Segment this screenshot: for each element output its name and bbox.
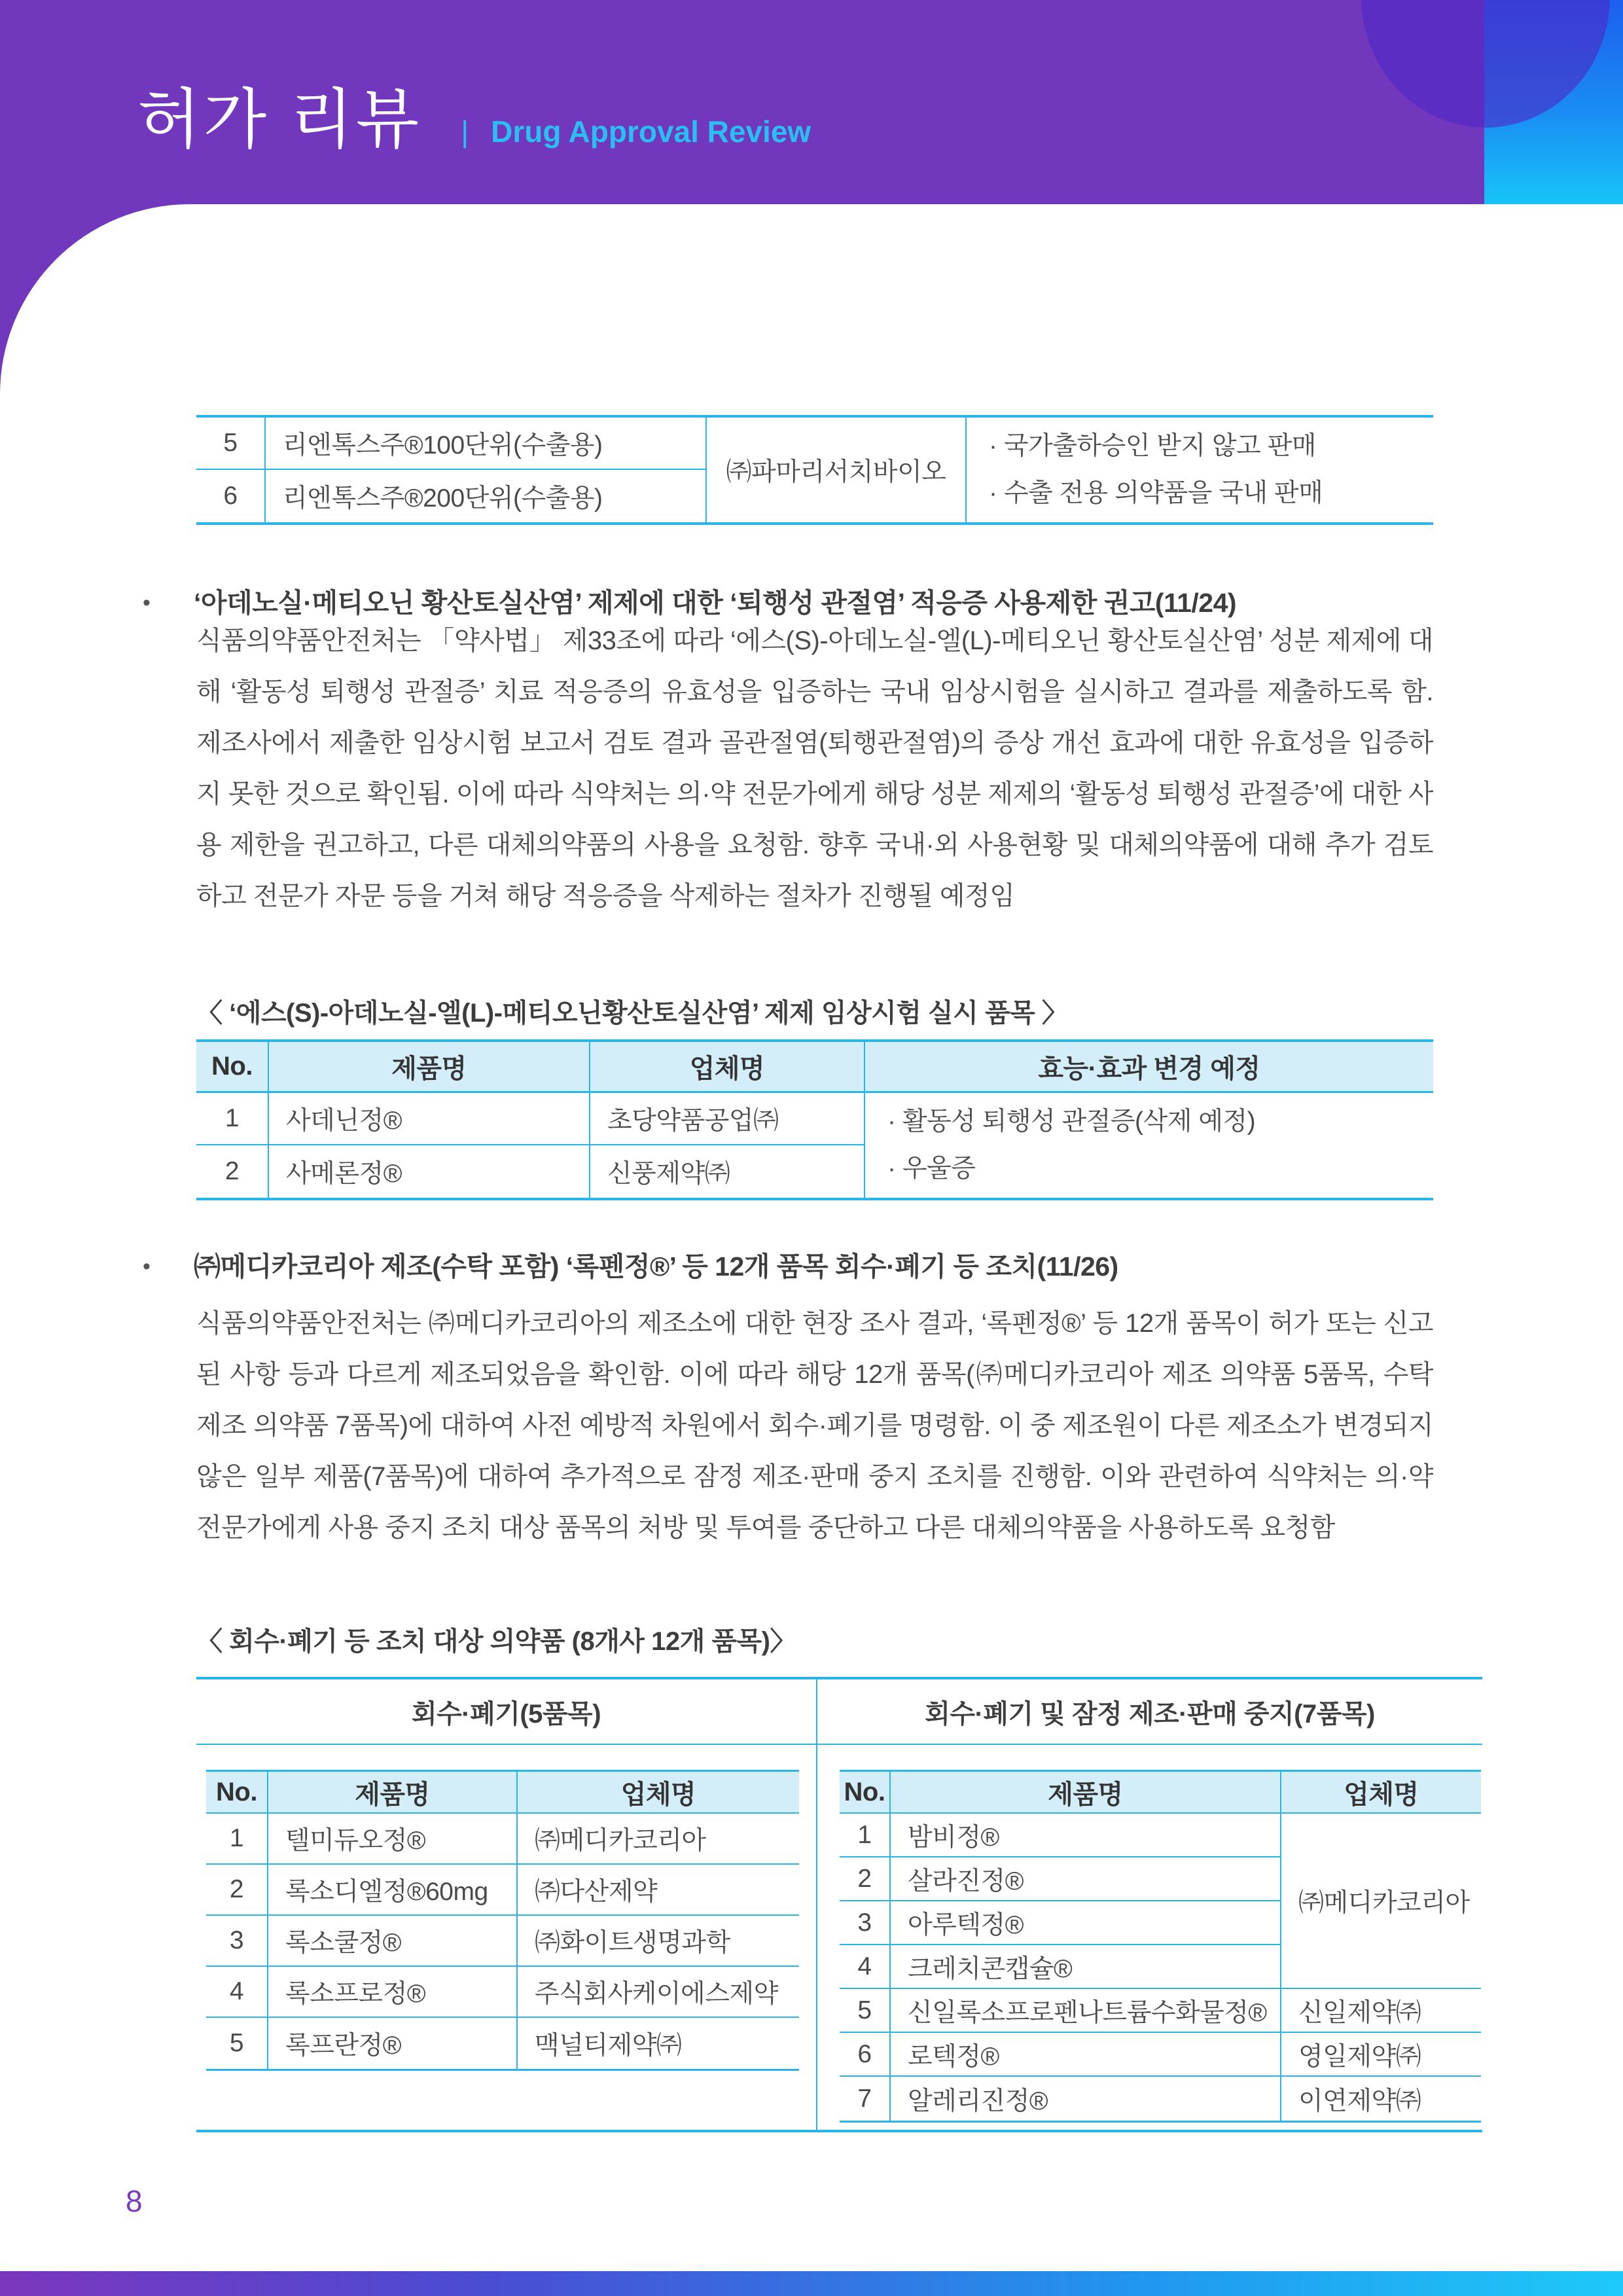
recall-table-divider	[816, 1679, 817, 2130]
page-subtitle: Drug Approval Review	[491, 115, 812, 149]
cell-no: 2	[840, 1857, 891, 1901]
cell-company: 이연제약㈜	[1298, 2087, 1421, 2115]
cell-product: 사메론정®	[269, 1145, 590, 1198]
page-number: 8	[126, 2184, 143, 2218]
column-header-no: No.	[196, 1042, 269, 1093]
cell-company: 영일제약㈜	[1281, 2033, 1481, 2077]
column-header-product: 제품명	[891, 1772, 1281, 1814]
cell-product: 아루텍정®	[891, 1901, 1281, 1945]
cell-effects-merged	[865, 1093, 1433, 1198]
cell-no: 6	[840, 2033, 891, 2077]
column-header-product: 제품명	[268, 1772, 518, 1814]
cell-product: 록프란정®	[268, 2018, 518, 2069]
column-header-product: 제품명	[269, 1042, 590, 1093]
cell-company: 맥널티제약㈜	[535, 2032, 682, 2060]
cell-no: 1	[206, 1814, 268, 1865]
cell-company: 신일제약㈜	[1281, 1989, 1481, 2033]
header-corner-curve	[0, 204, 190, 394]
recall-right-table	[840, 1770, 1481, 2123]
cell-product: 알레리진정®	[891, 2077, 1281, 2121]
column-header-effect: 효능·효과 변경 예정	[865, 1042, 1433, 1093]
recall-left-table	[206, 1770, 799, 2071]
column-header-company: 업체명	[518, 1772, 799, 1814]
cell-company: 신풍제약㈜	[590, 1145, 865, 1198]
cell-product: 텔미듀오정®	[268, 1814, 518, 1865]
section2-heading: ㈜메디카코리아 제조(수탁 포함) ‘록펜정®’ 등 12개 품목 회수·폐기 등 조치(11/26)	[194, 1251, 1118, 1282]
section2-heading-row	[143, 1248, 1452, 1285]
recall-table-subheader-line	[196, 1744, 1482, 1745]
title-divider: |	[461, 115, 469, 149]
cell-product: 사데닌정®	[269, 1093, 590, 1145]
recall-left-title: 회수·폐기(5품목)	[411, 1699, 601, 1729]
cell-company: 초당약품공업㈜	[590, 1093, 865, 1145]
section1-heading: ‘아데노실·메티오닌 황산토실산염’ 제제에 대한 ‘퇴행성 관절염’ 적응증 사용제한 권고(11/24)	[194, 588, 1237, 618]
note-line: · 수출 전용 의약품을 국내 판매	[989, 479, 1323, 507]
column-header-no: No.	[840, 1772, 891, 1814]
cell-product: 밤비정®	[891, 1814, 1281, 1857]
column-header-no: No.	[206, 1772, 268, 1814]
section1-paragraph: 식품의약품안전처는 「약사법」 제33조에 따라 ‘에스(S)-아데노실-엘(L)-메티오닌 황산토실산염’ 성분 제제에 대해 ‘활동성 퇴행성 관절증’ 치료 적응증의 유효성을 입증하는 국내 임상시험을 실시하고 결과를 제출하도록 함. 제조사에서 제출한 임상시험 보고서 검토 결과 골관절염(퇴행관절염)의 증상 개선 효과에 대한 유효성을 입증하지 못한 것으로 확인됨. 이에 따라 식약처는 의·약 전문가에게 해당 성분 제제의 ‘활동성 퇴행성 관절증’에 대한 사용 제한을 권고하고, 다른 대체의약품의 사용을 요청함. 향후 국내·외 사용현황 및 대체의약품에 대해 추가 검토하고 전문가 자문 등을 거쳐 해당 적응증을 삭제하는 절차가 진행될 예정임	[196, 626, 1433, 910]
cell-product: 록소디엘정®60mg	[268, 1865, 518, 1916]
cell-no: 5	[196, 418, 266, 470]
recall-table	[196, 1677, 1482, 2132]
effect-line: · 우울증	[887, 1155, 976, 1183]
cell-no: 1	[196, 1093, 269, 1145]
cell-company-merged: ㈜파마리서치바이오	[707, 418, 967, 522]
column-header-company: 업체명	[1281, 1772, 1481, 1814]
section1-table-caption: 〈 ‘에스(S)-아데노실-엘(L)-메티오닌황산토실산염’ 제제 임상시험 실시 품목 〉	[196, 999, 1068, 1028]
recall-right-title: 회수·폐기 및 잠정 제조·판매 중지(7품목)	[925, 1699, 1375, 1729]
cell-product: 살라진정®	[891, 1857, 1281, 1901]
bullet-icon: •	[143, 590, 151, 615]
header-banner	[0, 0, 1623, 204]
carryover-table	[196, 415, 1433, 525]
cell-product: 리엔톡스주®200단위(수출용)	[266, 470, 707, 522]
note-line: · 국가출하승인 받지 않고 판매	[989, 432, 1316, 460]
cell-product: 록소쿨정®	[268, 1916, 518, 1967]
cell-no: 1	[840, 1814, 891, 1857]
cell-no: 4	[840, 1945, 891, 1989]
clinical-trial-table	[196, 1039, 1433, 1200]
cell-product: 신일록소프로펜나트륨수화물정®	[891, 1989, 1281, 2033]
cell-no: 7	[840, 2077, 891, 2121]
cell-no: 2	[196, 1145, 269, 1198]
section2-table-caption: 〈 회수·폐기 등 조치 대상 의약품 (8개사 12개 품목)〉	[196, 1627, 796, 1656]
section2-paragraph: 식품의약품안전처는 ㈜메디카코리아의 제조소에 대한 현장 조사 결과, ‘록펜정®’ 등 12개 품목이 허가 또는 신고된 사항 등과 다르게 제조되었음을 확인함. 이에 따라 해당 12개 품목(㈜메디카코리아 제조 의약품 5품목, 수탁 제조 의약품 7품목)에 대하여 사전 예방적 차원에서 회수·폐기를 명령함. 이 중 제조원이 다른 제조소가 변경되지 않은 일부 제품(7품목)에 대하여 추가적으로 잠정 제조·판매 중지 조치를 진행함. 이와 관련하여 식약처는 의·약 전문가에게 사용 중지 조치 대상 품목의 처방 및 투여를 중단하고 다른 대체의약품을 사용하도록 요청함	[196, 1309, 1433, 1542]
page-title: 허가 리뷰	[137, 83, 422, 156]
cell-no: 5	[840, 1989, 891, 2033]
bullet-icon: •	[143, 1254, 151, 1279]
cell-no: 6	[196, 470, 266, 522]
cell-company: 주식회사케이에스제약	[518, 1967, 799, 2018]
footer-gradient-bar	[0, 2271, 1623, 2296]
cell-product: 록소프로정®	[268, 1967, 518, 2018]
effect-line: · 활동성 퇴행성 관절증(삭제 예정)	[887, 1107, 1256, 1136]
cell-no: 2	[206, 1865, 268, 1916]
cell-product: 리엔톡스주®100단위(수출용)	[266, 418, 707, 470]
header-titles	[137, 77, 811, 162]
cell-no: 3	[206, 1916, 268, 1967]
cell-no: 4	[206, 1967, 268, 2018]
cell-no: 3	[840, 1901, 891, 1945]
cell-notes-merged	[967, 418, 1433, 522]
cell-company: ㈜메디카코리아	[518, 1814, 799, 1865]
cell-company-merged: ㈜메디카코리아	[1281, 1814, 1481, 1989]
column-header-company: 업체명	[590, 1042, 865, 1093]
cell-company: ㈜화이트생명과학	[518, 1916, 799, 1967]
cell-no: 5	[206, 2018, 268, 2069]
cell-company: ㈜다산제약	[518, 1865, 799, 1916]
cell-product: 로텍정®	[891, 2033, 1281, 2077]
cell-product: 크레치콘캡슐®	[891, 1945, 1281, 1989]
